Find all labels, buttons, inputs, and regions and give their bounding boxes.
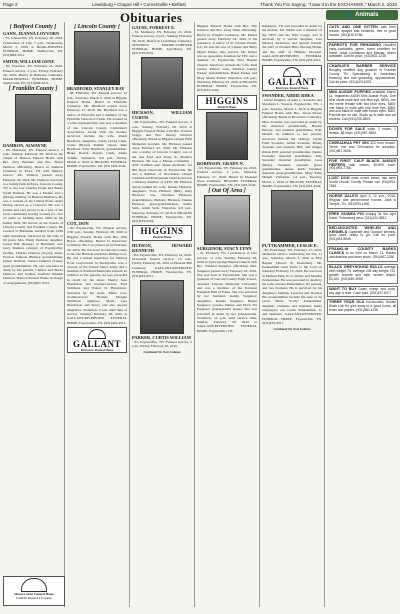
logo-subtitle: Funeral Home: [217, 104, 237, 109]
logo-subtitle: Riverview Funeral Home: [80, 347, 114, 352]
county-heading: [ Out Of Area ]: [208, 188, 246, 195]
ad-headline: LOST DOG: [329, 176, 350, 181]
logo-subtitle: Riverview Funeral Home: [275, 85, 309, 90]
classified-ad: [327, 126, 398, 138]
obit-column-1: [3, 24, 63, 574]
classified-ad: [327, 42, 398, 62]
building-icon: [21, 578, 47, 592]
obit-text: - 86, Huntland, TN. Funeral service, 2 p.m., Sunday, February 28, 2016 in the chapel of Hanson Funeral Home with Bro. Jerry Buckner and Bro. Bruce Damron officiating. Burial in Damron Cemetery in Elora, TN with military honors. Mr. Damron passed away February 26, 2016. Mr. Damron was born to a family farm in Elora, Lincoln County, TN to the late Charles Frank and Bertie Sarah Damron. He was a Farmer and a lifelong member of Hanson-Mulberry. He was a veteran of the United States Army having served as a Corporal. He was a former and very proud to be a part of the local community having worked for over 25 years on farming since 1969 on his family farm. He served on the boards of Lincoln County and Franklin County. He worked at Buckinne Aerated from 1956 until retirement. Survived by his wife of 60 years, Mrs. Emily Damron; daughter, Jeneal Hilt (Kenny) of Huntland; son, Gary Damron (Angie) of Fayetteville; brother, Charles Damron (Joyce); sister, Frances Johnson (Hollis); grandchildren, Jamey Damron, Jessica Damron (Lane); great-grandchildren. He was preceded in death by his parents, Charles and Bertie Damron; and brother, Garfield Windell Damron. Hanson Funeral Home in charge of arrangements. (931)967-3323.: [3, 147, 63, 285]
ad-text: Bringing certified dog groomer in Franklin County TN. Specializing in Sacerinary trimming and nail grooming, appointments. Call for price. (931)623-4203.: [329, 68, 396, 84]
classified-ad: [327, 193, 398, 209]
ad-text: looking for the right home. Petersburg area. (931)434-3551.: [329, 211, 396, 220]
ad-headline: DOVES FOR SALE: [329, 127, 366, 132]
obituary: [132, 243, 192, 279]
ad-headline: PARROTS FOR REHOMING: [329, 42, 382, 47]
obit-text: - 81, Fayetteville, TN. Funeral service, 2 p.m., Friday, February 26, 2016.: [132, 340, 192, 349]
obit-text: - 48, Flintville, TN. Funeral service, 12 p.m., Saturday, March 5, 2016 at Higgins Funeral Home. Burial in Flintville Cemetery. Mr. Bradford passed away February 27, 2016. Mr. Bradford was a native of Flintville and a member of the Flintville Church of Christ. He worked as a sales representative and was a member of the Lincoln County Cattleman's Association. Along with his mother, survivors include his wife, Randi Bradford; daughters, Cindy (Josh) Clark, Carrie (Bryan) Tomlin; sisters, Julie Bradford, Sally Bradford; grandchildren, Blake Rorick, Kaylee Clark, Annie Tomlin. Visitation, 4-8 p.m., Friday, March 4, 2016 at HIGGINS FUNERAL HOME, Fayetteville, TN. (931)433-2544.: [67, 91, 127, 169]
ad-text: Captivate and Outdoor kennels, good used, ready to go. Call for price. (931)433-5849.: [329, 229, 396, 242]
obit-name: PARKER, CURTIS WILLIAM: [132, 335, 191, 341]
obituary: [132, 335, 192, 349]
page-number: Page 2: [3, 1, 18, 7]
county-heading: [ Lincoln County ]: [74, 24, 120, 30]
obit-text: - 68, Fayetteville, TN. Funeral service, 2 p.m., Sunday, February 28, 2016 at Higgins Funeral Home with Bro. Patricia Staggs and Bro. Dewey Dawson officiating. Burial in Higgins Chapel Hills Memorial Gardens. Mr. Hickson passed away February 25, 2016. Mr. Hickson was a native of Lincoln County; son of the late Fred and Daisy R. Maddox Hickson. He was a Master Craftsman - ASE certified auto diesel mechanic for Bill Boaz Chevrolet in Fayetteville. He was a member of Woodlands Chapel Cumberland Presbyterian Church and was a lifelong member of VFW. Mr. Hickson leaves behind his wife, Denise Hickson; daughters, Nora Hickson (Bill), Amy Hickson; son, Jonathan Hickson; grandchildren, Bethany Hickson, Denise Hickson; great-grandchildren, Kathy Sells, Adam Sells. Visitation, 4-8 p.m., Saturday, February 27, 2016 at HIGGINS FUNERAL HOME, Fayetteville, TN. (931)433-2544.: [132, 120, 192, 224]
animals-title: Animals: [355, 12, 379, 18]
obit-continuation: Kingsport, TN and preceded in death by his mother, Mr. Smith was a member of the VFW and the Elks Lodge, and is survived by a special daughter, Lisa (Marty) Anderson; and special friends; the staff of Wooden Hills Nursing Home, and the staff of Hillside Hospital. GALLANT-RIVERVIEW FUNERAL HOME, Fayetteville, TN. (931)433-4511.: [262, 24, 322, 63]
obit-name: HICKSON, WILLIAM CURTIS: [132, 110, 192, 121]
obituary: [67, 221, 127, 325]
classified-ad: [327, 140, 398, 156]
ad-text: white, 2 males, 1 female, $8 each. (931)967-3560.: [329, 127, 396, 136]
logo-title: GALLANT: [267, 76, 316, 87]
obituary: [3, 59, 63, 85]
portrait-photo: [204, 195, 250, 245]
paper-locations: Lewisburg • Chapel Hill • Cornersville • Belfast: [91, 1, 186, 7]
mason-carter-logo: [3, 576, 65, 606]
logo-line: Mason Carter Funeral Home: [14, 592, 54, 596]
ad-headline: WANT TO BUY: [329, 286, 357, 291]
paw-icon: 🐾: [345, 12, 354, 19]
arch-icon: [88, 329, 106, 339]
ad-text: Goats, sheep, and cows, any age or size. Cash paid. (931)437-8477.: [329, 286, 396, 295]
obituary: [132, 25, 192, 56]
column-divider: [259, 22, 260, 607]
portrait-photo: [271, 190, 313, 242]
classified-ad: [327, 175, 398, 191]
arch-icon: [283, 67, 301, 77]
ad-text: with calves, $2,800 each. (931)993-7766.: [329, 162, 396, 171]
classified-ad: [327, 299, 398, 315]
column-divider: [194, 22, 195, 607]
logo-title: HIGGINS: [205, 95, 249, 106]
ad-text: April 2, 10 a.m., 2016. Regular and performance horses, Jack & Temple, TN. (931)993-1690.: [329, 194, 396, 206]
ad-text: $20 from rescue. Terrier mix and Chihuahua for adoption. (931)967-3506.: [329, 140, 396, 153]
obituary: [197, 161, 257, 187]
classified-ad: [327, 225, 398, 245]
continued-note: Continued On Next Column: [143, 350, 181, 355]
obit-name: BRADFORD, STANLEY RAY: [67, 86, 125, 92]
ad-headline: CATS AND ONE KITTEN: [329, 25, 378, 29]
portrait-photo: [206, 112, 248, 160]
portrait-photo: [141, 57, 183, 109]
obituary: [3, 31, 63, 57]
ad-headline: HORSE SALE!!!: [329, 194, 359, 199]
county-heading: [ Franklin County ]: [8, 86, 58, 93]
obit-text: - 41, Florence, TN. Celebration of Life service, 11 a.m., Sunday, February 28, 2016 at Lynn Springs Baptist Church with Bro. Winfred Surgenor officiating. Mrs. Surgenor passed away February 18, 2016. She was born in Fayetteville. She was a graduate of Lincoln County High School, attended Lincoln Memorial University and was a member of the National Fastpitch Hall of Fame. She was survived by her husband, Kenny Surgenor; daughters, Kendra Surgenor, Hanna Surgenor; parents, Danny and Doris Pat Fergesor; grandparents; sisters. She was preceded in death by her grandparents. Visitation, 12 p.m. until service time, Sunday, February 28, 2016 at GALLANT-RIVERVIEW FUNERAL HOME, Fayetteville, TN.: [197, 251, 257, 333]
ad-text: available March 11, registered ASDR Mini Aussie Pups. One blue merle male and one blue eye, $600; one red merle female with two blue eyes, $600; one black tri male with one blue eye, $500; and one black tri male with brown eyes, $500. Parents are on site. Shots up to date and vet records. Call (931)205-6509.: [329, 89, 396, 122]
obit-name: ROBINSON, GRADY N.: [197, 161, 244, 167]
column-divider: [129, 22, 130, 607]
gallant-logo: [67, 327, 127, 353]
obit-column-5: [262, 24, 322, 604]
higgins-logo: [132, 225, 192, 240]
ad-headline: BLACK GREYHOUND BULLS: [329, 264, 383, 269]
classified-ad: [327, 89, 398, 124]
obit-column-4: [197, 24, 257, 604]
logo-line: Franklin Memorial Gardens: [16, 596, 52, 600]
logo-title: GALLANT: [72, 338, 121, 349]
gallant-logo: [262, 65, 322, 91]
ad-headline: CHIHUAHUA PET MIX: [329, 140, 369, 145]
animals-header: [326, 10, 398, 20]
portrait-photo: [74, 31, 120, 85]
ad-headline: CHARLIE'S BARBER SERVICE: [329, 64, 396, 69]
animals-column: [327, 22, 398, 607]
obit-text: - 81, Mulberry, TN. February 23, 2016. Funeral service, 2 p.m., Sunday, February 28, 2016. Burial in Lynchburg Cemetery. JENNINGS MOORE-CORTNER FUNERAL HOME, Lynchburg, TN. (931)759-4552.: [132, 30, 192, 56]
obit-name: DAMRON, ALWAYNE: [3, 142, 47, 148]
obituary: [132, 110, 192, 223]
section-title: Obituaries: [120, 10, 183, 25]
obit-text: - infant daughter of John C. Swander and Shoshana L. Stanton, Fayetteville, TN. 1 p.m., Tuesday, March 1, 2016 at Higgins Funeral Home with Bro. Jaxon Moore officiating. Burial in Riverview Cemetery. Miss Swander was preceded in death by her maternal grandmother, Brenda Harvey; and paternal grandfather, W.R. Menell. In addition to her parents, survivors include her siblings, Jaylen Faith Swander, Abbie Swander, Hailey Swander and Annette Hill; and Ringer Kitten Hill; paternal grandmother, Deidra Swander; maternal grandfather, Judy Swander; maternal grandfather, Leon (Mary) Swander; paternal great-grandmother, Annie Ruth Swander; maternal great-grandmother, Mary Ellen Menell. Visitation, 1-2 p.m., Tuesday, March 1, 2016 at HIGGINS FUNERAL HOME, Fayetteville, TN. (931)433-2544.: [262, 98, 322, 189]
obit-text: - 84, Fayetteville, TN. February 24, 2016. Graveside funeral service, 10 a.m., Friday, February 26, 2016 at Pleasant Hill Cemetery. GALLANT-RIVERVIEW FUNERAL HOME, Fayetteville, TN. (931)433-4511.: [132, 252, 192, 279]
obituary: [262, 93, 322, 188]
ad-text: average birth weight 75, average 205 day weight 733, growth records and milk, semen tested. $3,200. (931)489-4996.: [329, 264, 396, 281]
obit-text: - 82, Fayetteville, TN. Funeral service, 3:30 p.m., Sunday, February 28, 2016 at Higgins Funeral Home with Bro. Phil Bryan officiating. Burial in Riverview Cemetery. Mr. Cox passed away February 26, 2016. He was born in Lincoln County to the late Herman and Edna Phillips Cox. He was a retired supervisor for Sanford Food Corporation in Shelbyville, was a veteran of the United States Army and a member of Fairfield Methodist Church. In addition to his parents, he was preceded in death by his sister, Shelby Jean Hendrixon and brothers-in-law, Fred Smithson and Walter D. Hendrixon. Survived by his sister, Marie Cox; brother-in-law, Thomas Morgan Smithson; nephews, Mark, Lyle Hendrixon and Terry; and also special neighbors. Visitation, 2 p.m. until time of service, Sunday, February 28, 2016 at GALLANT-RIVERVIEW FUNERAL HOME, Fayetteville, TN. (931)433-4511.: [67, 226, 127, 325]
obit-name: HUDSON, HOWARD KENNETH: [132, 242, 192, 253]
classified-ad: [327, 286, 398, 298]
obituary: [3, 143, 63, 286]
classified-ad: [327, 246, 398, 262]
ad-headline: FRANKLIN COUNTY BARKS CLINICS: [329, 247, 396, 256]
obit-name: SWANDER, ADDIE RHEA: [262, 93, 314, 99]
ad-text: full-blooded, female Black Lab for give away to a good home, all shots and papers. (931)580-4436.: [329, 300, 396, 313]
obit-name: GANN, JEANNA LOVVORN: [3, 31, 60, 37]
obit-column-3: [132, 24, 192, 604]
logo-subtitle: Funeral Home: [152, 235, 172, 240]
ad-text: male mixed breed, last seen South Lincoln County. Please call. (931)993-7664.: [329, 176, 397, 189]
ad-text: cats from rescue, spayed and neutered, free to good homes. (931)625-6786.: [329, 25, 397, 37]
obit-name: SURGENOR, STACY LYNN: [197, 246, 252, 252]
obituary: [262, 243, 322, 325]
obit-text: - 82, Wartrace, TN. February 23, 2016. Funeral service, 2 p.m., Friday, February 26, 2016. Burial in Bellevue Cemetery. DOAK-HOWELL FUNERAL HOME, Shelbyville, TN. (931)684-5011.: [3, 64, 63, 86]
ad-headline: FREE GUINEA PIG: [329, 211, 364, 216]
ad-headline: FIVE FIRST CALF BLACK ANGUS HEIFERS: [329, 158, 396, 167]
obit-continuation: Higgins Funeral Home with Bro. Tim Johnson and Bro. Greg Winn officiating. Burial in Wright's Cemetery. Mr. Parker passed away February 24, 2016 at his residence. A native of St. Charles Parish, LA, he was the son of Claude and Betty Myers Parker, who survive. Mr. Parker was an apprentice foreman for TPC and a member of Fayetteville First Baptist Church. Survivors include his wife, Kim Gentry Parker; sons, Maddox Gentry Parker; grandchildren, Baker Parker and Mary Maxie Parker. Visitation, 4-8 p.m., Thursday, February 25, 2016 at HIGGINS FUNERAL HOME, Fayetteville, TN. (931)433-2544.: [197, 24, 257, 93]
obit-column-2: [67, 24, 127, 604]
ad-headline: MINI AUSSIE PUPPIES: [329, 89, 371, 94]
ad-headline: BED-MOUNTED WHELEN AND KENNELS: [329, 225, 396, 234]
classified-ad: [327, 63, 398, 87]
portrait-photo: [15, 94, 51, 142]
obit-name: COX, DON: [67, 221, 89, 227]
obit-text: - 82, Petersburg, TN. February 27, 2016. Memorial service celebrating his life, 11 a.m., Saturday, March 5, 2016 at First Baptist Church in Petersburg. Mr. Puttkammer went home to the Lord on Saturday, February 13, 2016. He was born in Meheni Park, IL to Walter and Matilda Puttkammer. He was preceded in death by his wife, Orvena Puttkammer, his parents, and two brothers. He is survived by his daughters, Debbie, Leonard and Donald. His grandchildren include his wife of 52 years, Marie "Lolly" Puttkammer, daughter Christine and husband, Kelly Culpepper; son Leslie Puttkammer, Jr. and husband. GALLANT-RIVERVIEW FUNERAL HOME, Fayetteville, TN. (931)433-4511.: [262, 247, 322, 325]
ad-headline: THREE YEAR OLD: [329, 300, 365, 305]
logo-title: HIGGINS: [140, 226, 184, 237]
obituary: [197, 246, 257, 333]
paper-tagline: Thank You For Saying, "I saw it in the EXCHANGE," March 2, 2016: [260, 1, 397, 7]
classified-ad: [327, 158, 398, 174]
continued-note: Continued On Next Column: [273, 326, 311, 331]
obituary: [67, 86, 127, 168]
obit-name: PUTTKAMMER, LESLIE E.: [262, 242, 318, 248]
county-heading: [ Bedford County ]: [9, 24, 57, 30]
classified-ad: [327, 211, 398, 223]
column-divider: [64, 22, 65, 607]
higgins-logo: [197, 95, 257, 110]
portrait-photo: [74, 170, 120, 220]
obit-name: GAUSE, FORREST E.: [132, 25, 176, 30]
obit-name: SMITH, WILLIAM GENE: [3, 59, 55, 65]
ad-text: to be held on March 12. Rabies vaccinations and other shots. (931)967-2250.: [329, 251, 396, 260]
page-header-bar: [0, 0, 400, 9]
portrait-photo: [140, 280, 184, 334]
classified-ad: [327, 24, 398, 40]
column-divider: [324, 22, 325, 607]
obit-text: - 55, Unionville, TN. February 28, 2016. Celebration of Life, 7 p.m., Wednesday, March 2, 2016 at DOAK-HOWELL FUNERAL HOME, Shelbyville, TN. (931)684-5011.: [3, 36, 63, 58]
ad-text: Handfed baby cockatiels, green, some excellent for home. Adult Cockatoos and Macaw, others available. Call for price. (931)902-1238.: [329, 42, 396, 59]
obit-text: - 93, Fayetteville, TN. February 24, 2016. Funeral service, 2 p.m., Saturday, February 27, 2016. Burial in Pleasant View Cemetery. HIGGINS FUNERAL HOME, Fayetteville, TN. (931)433-2544.: [197, 166, 257, 188]
classified-ad: [327, 264, 398, 284]
